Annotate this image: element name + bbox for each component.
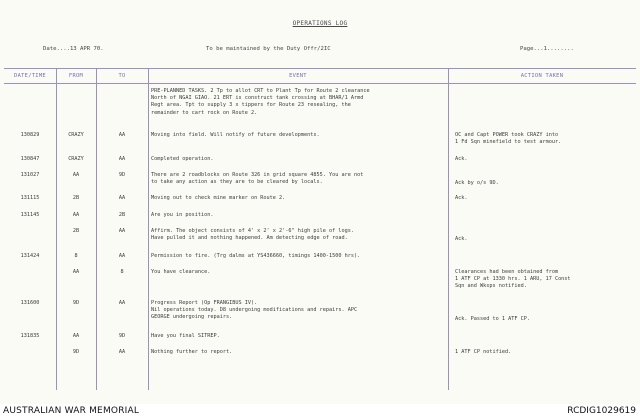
log-entry-action: 1 ATF CP notified.: [455, 349, 512, 355]
log-entry-event: Progress Report (Op FRANGIBUS IV). Nil operations today. D8 undergoing modifications and repairs. APC GEORGE undergoing repairs.: [151, 300, 358, 321]
log-entry-to: AA: [118, 156, 126, 162]
log-entry-to: 9D: [118, 333, 126, 339]
log-entry-from: 8: [74, 253, 78, 259]
log-entry-action: Ack. Passed to 1 ATF CP.: [455, 316, 530, 322]
archive-id: RCDIG1029619: [567, 406, 636, 416]
column-header-to: TO: [118, 73, 126, 79]
archive-source: AUSTRALIAN WAR MEMORIAL: [3, 406, 140, 416]
log-entry-time: 131835: [20, 333, 40, 339]
header-top-rule: [4, 68, 636, 69]
log-entry-time: 131424: [20, 253, 40, 259]
log-entry-action: Ack.: [455, 156, 468, 162]
column-header-time: DATE/TIME: [14, 73, 46, 79]
log-entry-from: AA: [72, 172, 80, 178]
log-entry-from: AA: [72, 212, 80, 218]
log-entry-event: Affirm. The object consists of 4' x 2' x 2'-6" high pile of logs. Have pulled it and nothing happened. Am detecting edge of road.: [151, 228, 355, 242]
log-entry-from: CRAZY: [68, 132, 84, 138]
log-entry-action: Clearances had been obtained from 1 ATF CP at 1330 hrs. 1 ARU, 17 Const Sqn and Wksps notified.: [455, 269, 571, 290]
log-entry-action: Ack by o/s 9D.: [455, 180, 499, 186]
log-entry-event: Moving out to check mine marker on Route 2.: [151, 195, 286, 201]
log-entry-action: Ack.: [455, 236, 468, 242]
page-label: Page...1........: [520, 46, 574, 52]
log-entry-time: 130847: [20, 156, 40, 162]
log-entry-to: AA: [118, 300, 126, 306]
log-entry-event: Completed operation.: [151, 156, 214, 162]
log-entry-time: 131115: [20, 195, 40, 201]
log-entry-time: 131027: [20, 172, 40, 178]
log-entry-to: 8: [120, 269, 124, 275]
log-entry-from: 2B: [72, 228, 80, 234]
log-entry-action: OC and Capt POWER took CRAZY into 1 Fd Sqn minefield to test armour.: [455, 132, 562, 146]
log-entry-event: PRE-PLANNED TASKS. 2 Tp to allot CRT to Plant Tp for Route 2 clearance North of NGAI GIAO. 21 ERT is construct tank crossing at BHAR/1 Armd Regt area. Tpt to supply 3 x tippers for Route 23 resealing, the remainder to cart rock on Route 2.: [151, 88, 370, 116]
log-entry-event: Have you final SITREP.: [151, 333, 220, 339]
column-divider: [448, 68, 449, 390]
log-entry-from: 9D: [72, 349, 80, 355]
log-entry-action: Ack.: [455, 195, 468, 201]
duty-label: To be maintained by the Duty Offr/2IC: [206, 46, 331, 52]
log-entry-event: Are you in position.: [151, 212, 214, 218]
log-entry-to: AA: [118, 195, 126, 201]
column-divider: [148, 68, 149, 390]
log-entry-to: AA: [118, 132, 126, 138]
log-entry-time: 131600: [20, 300, 40, 306]
log-entry-event: Permission to fire. (Trg dalms at YS436660, timings 1400-1500 hrs).: [151, 253, 361, 259]
column-header-from: FROM: [68, 73, 84, 79]
document-title: OPERATIONS LOG: [292, 20, 348, 27]
log-entry-event: You have clearance.: [151, 269, 211, 275]
log-entry-to: AA: [118, 228, 126, 234]
log-entry-time: 131145: [20, 212, 40, 218]
date-label: Date....13 APR 70.: [43, 46, 104, 52]
log-entry-time: 130829: [20, 132, 40, 138]
column-header-action: ACTION TAKEN: [520, 73, 564, 79]
column-header-event: EVENT: [289, 73, 307, 79]
log-entry-to: AA: [118, 253, 126, 259]
log-entry-to: 9D: [118, 172, 126, 178]
log-entry-from: 9D: [72, 300, 80, 306]
log-entry-from: AA: [72, 333, 80, 339]
log-entry-from: AA: [72, 269, 80, 275]
log-entry-to: 2B: [118, 212, 126, 218]
log-entry-from: CRAZY: [68, 156, 84, 162]
log-entry-to: AA: [118, 349, 126, 355]
log-entry-event: There are 2 roadblocks on Route 326 in grid square 4855. You are not to take any action as they are to be cleared by locals.: [151, 172, 364, 186]
log-entry-event: Nothing further to report.: [151, 349, 233, 355]
log-entry-event: Moving into field. Will notify of future developments.: [151, 132, 320, 138]
archive-footer: [0, 404, 640, 419]
log-entry-from: 2B: [72, 195, 80, 201]
header-bottom-rule: [4, 83, 636, 84]
